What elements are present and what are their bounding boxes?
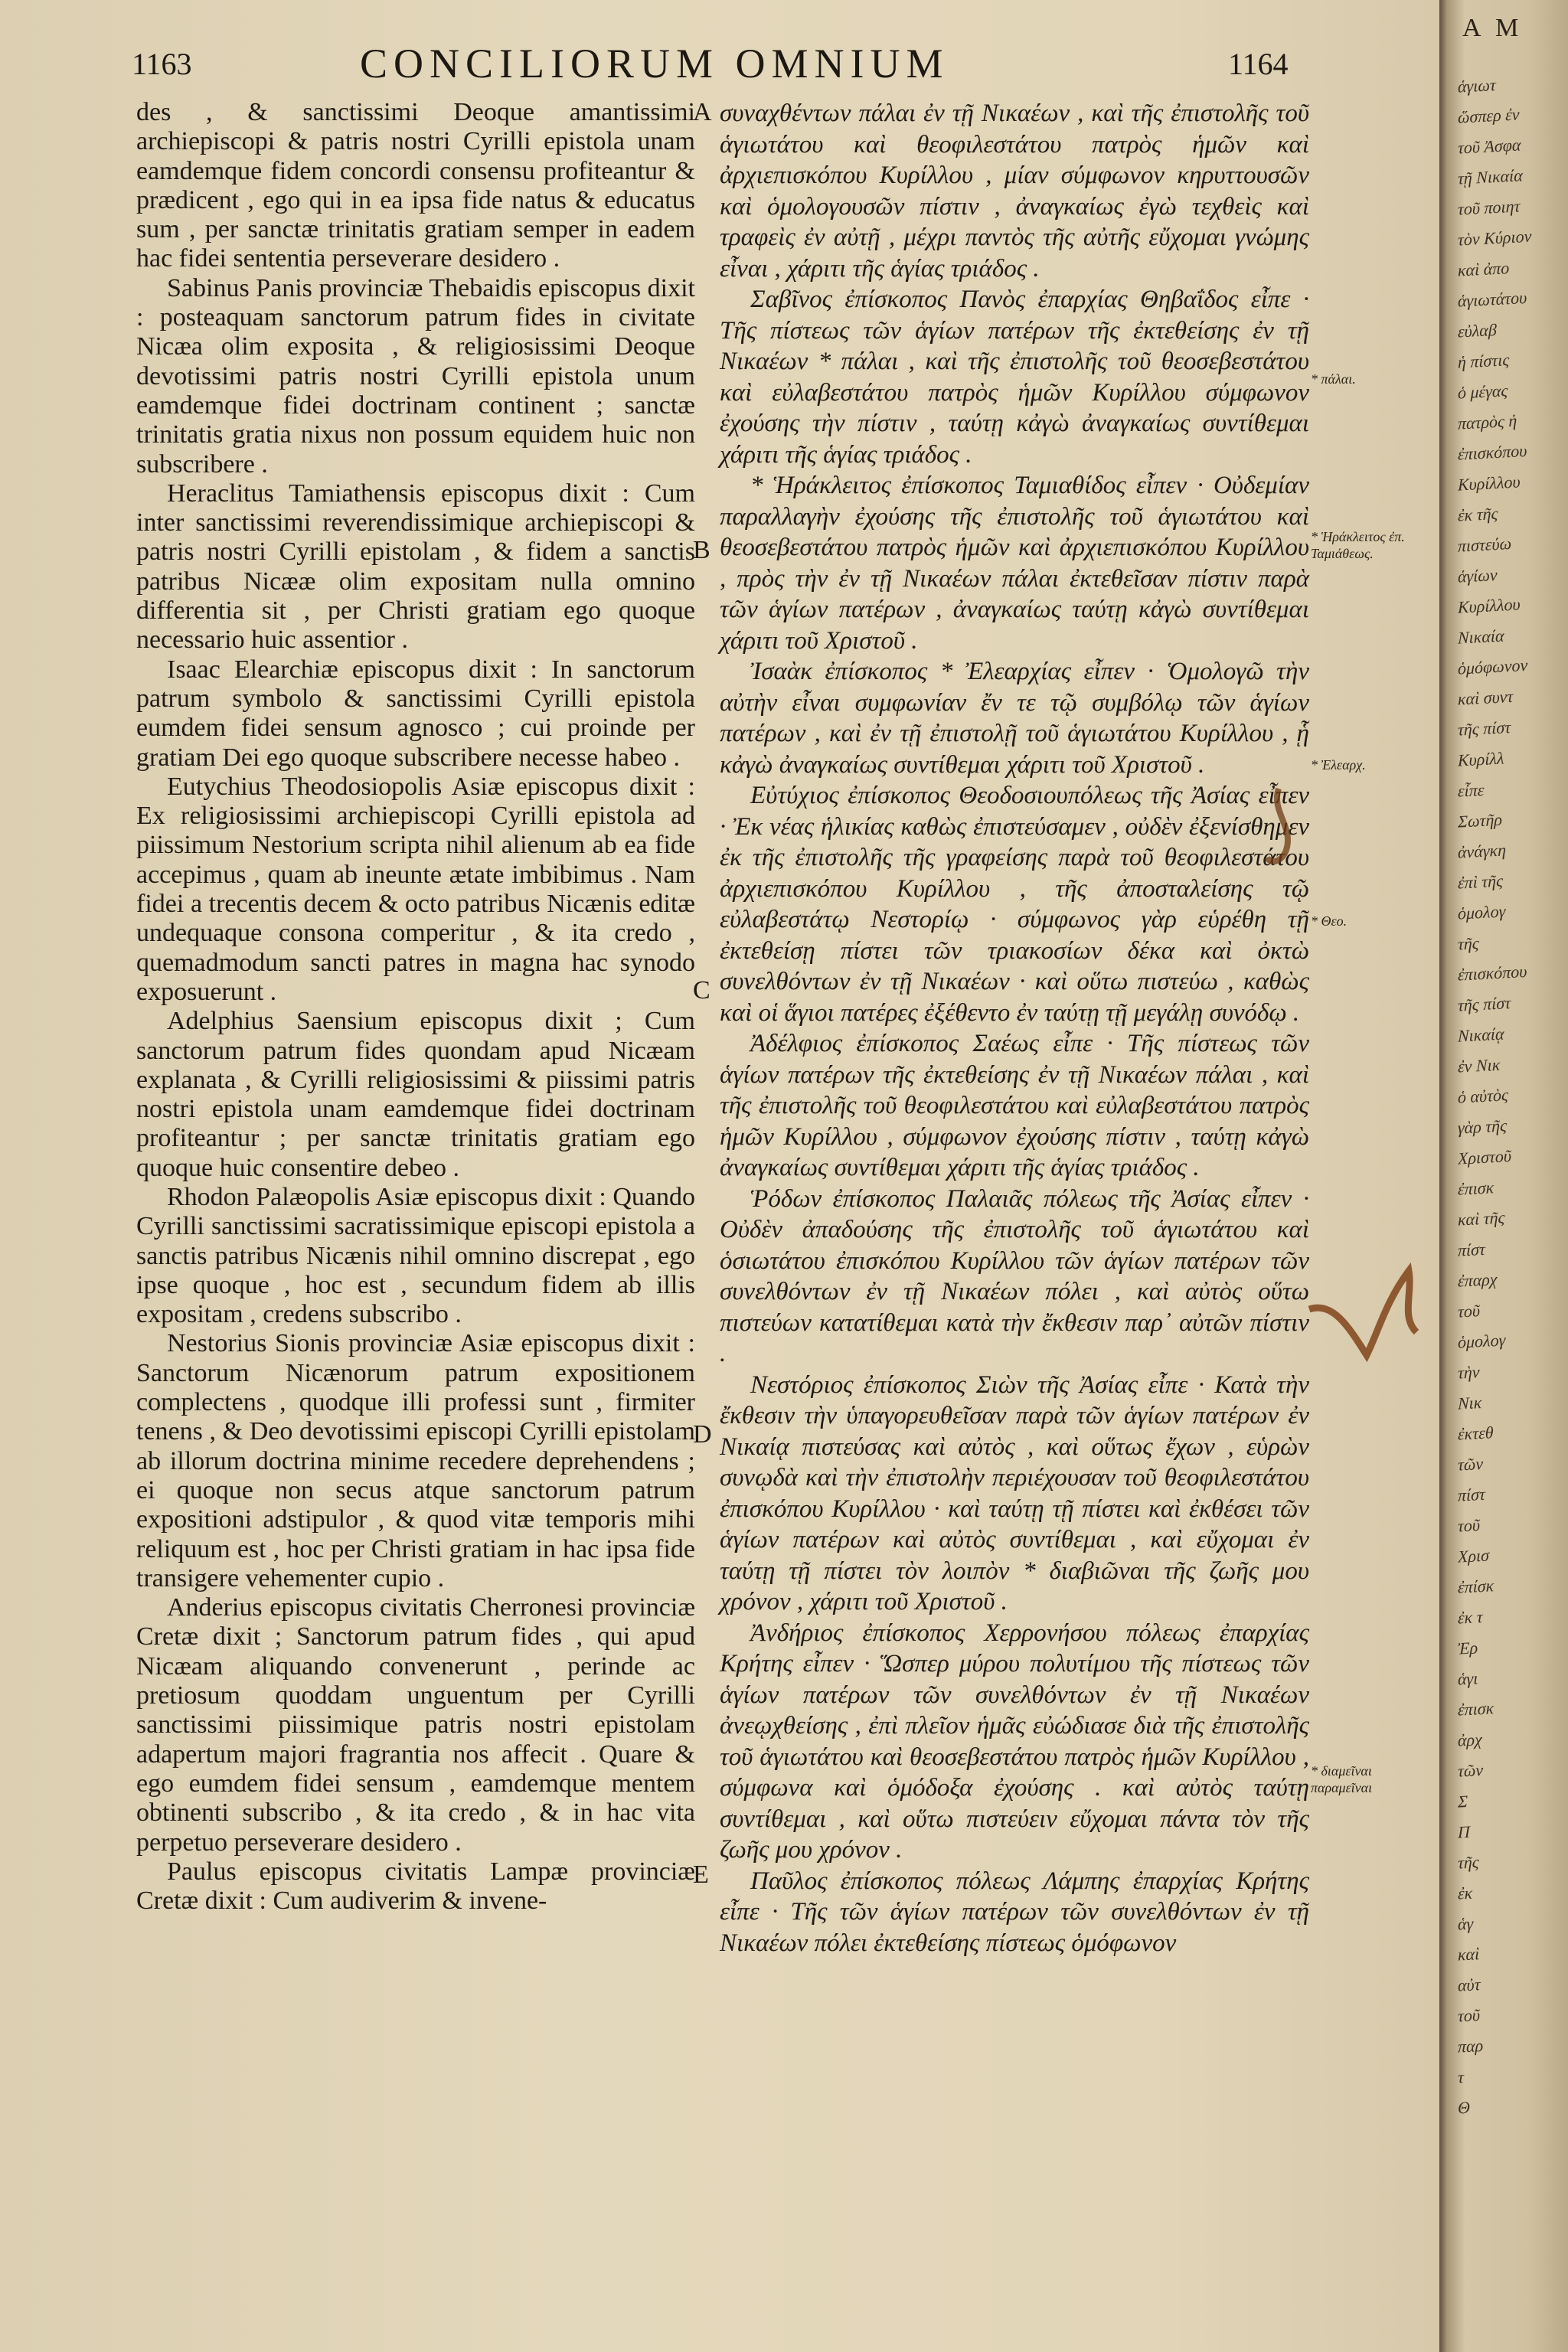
facing-page-text: ἁγιωτ ὥσπερ ἐν τοῦ Ἀσφα τῇ Νικαία τοῦ ποιητ τὸν Κύριον καὶ ἀπο ἁγιωτάτου εὐλαβ ἡ πίστις ὁ μέγας πατρὸς ἡ ἐπισκόπου Κυρίλλου ἐκ τῆς πιστεύω ἁγίων Κυρίλλου Νικαία ὁμόφωνον καὶ συντ τῆς πίστ Κυρίλλ εἶπε Σωτῆρ ἀνάγκη ἐπὶ τῆς ὁμολογ τῆς ἐπισκόπου τῆς πίστ Νικαίᾳ ἐν Νικ ὁ αὐτὸς γὰρ τῆς Χριστοῦ ἐπισκ καὶ τῆς πίστ ἐπαρχ τοῦ ὁμολογ τὴν Νικ ἐκτεθ τῶν πίστ τοῦ Χρισ ἐπίσκ ἐκ τ Ἐρ ἁγι ἐπισκ ἀρχ τῶν Σ Π τῆς ἐκ ἁγ καὶ αὐτ τοῦ παρ τ Θ [1458, 75, 1532, 2118]
greek-column [720, 98, 1309, 1958]
greek-paragraph: Ἀνδήριος ἐπίσκοπος Χερρονήσου πόλεως ἐπαρχίας Κρήτης εἶπεν · Ὥσπερ μύρου πολυτίμου τῆς πίστεως τῶν ἁγίων πατέρων τῶν συνελθόντων ἐν τῇ Νικαέων ἀνεῳχθείσης , ἐπὶ πλεῖον ἡμᾶς εὐώδιασε διὰ τῆς ἐπιστολῆς τοῦ ἁγιωτάτου καὶ θεοσεβεστάτου πατρὸς ἡμῶν Κυρίλλου , σύμφωνα καὶ ὁμόδοξα ἐχούσης . καὶ αὐτὸς ταύτῃ συντίθεμαι , καὶ οὕτω πιστεύειν εὔχομαι πάντα τὸν τῆς ζωῆς μου χρόνον . [720, 1619, 1309, 1864]
margin-letter-d: D [693, 1420, 712, 1449]
margin-note: * Ἐλεαρχ. [1311, 757, 1366, 773]
margin-letter-a: A [693, 98, 712, 126]
latin-paragraph: Rhodon Palæopolis Asiæ episcopus dixit : Quando Cyrilli sanctissimi sacratissimique episcopi epistola a sanctis patribus Nicænis nihil omnino discrepat , ego ipse quoque , hoc est , secundum fidem ab illis expositam , credens subscribo . [136, 1182, 695, 1329]
margin-note: * Ἡράκλειτος ἐπ. Ταμιάθεως. [1311, 529, 1405, 561]
greek-paragraph: Νεστόριος ἐπίσκοπος Σιὼν τῆς Ἀσίας εἶπε · Κατὰ τὴν ἔκθεσιν τὴν ὑπαγορευθεῖσαν παρὰ τῶν ἁγίων πατέρων ἐν Νικαίᾳ πιστεύσας καὶ αὐτὸς , καὶ οὕτως ἔχων , εὑρὼν συνῳδὰ καὶ τὴν ἐπιστολὴν περιέχουσαν τοῦ θεοφιλεστάτου ἐπισκόπου Κυρίλλου · καὶ ταύτῃ τῇ πίστει καὶ ἐκθέσει τῶν ἁγίων πατέρων καὶ αὐτὸς συντίθεμαι , καὶ εὔχομαι ἐν ταύτῃ τῇ πίστει τὸν λοιπὸν * διαβιῶναι τῆς ζωῆς μου χρόνον , χάριτι τοῦ Χριστοῦ . [720, 1370, 1309, 1615]
running-title: CONCILIORUM OMNIUM [360, 41, 949, 87]
greek-paragraph: Ῥόδων ἐπίσκοπος Παλαιᾶς πόλεως τῆς Ἀσίας εἶπεν · Οὐδὲν ἀπαδούσης τῆς ἐπιστολῆς τοῦ ἁγιωτάτου καὶ ὁσιωτάτου ἐπισκόπου Κυρίλλου τῶν ἁγίων πατέρων τῶν συνελθόντων ἐν τῇ Νικαέων πόλει , καὶ αὐτὸς οὕτω πιστεύων κατατίθεμαι κατὰ τὴν ἔκθεσιν παρ᾽ αὐτῶν πίστιν . [720, 1184, 1309, 1367]
greek-paragraph: Παῦλος ἐπίσκοπος πόλεως Λάμπης ἐπαρχίας Κρήτης εἶπε · Τῆς τῶν ἁγίων πατέρων τῶν συνελθόντων ἐν τῇ Νικαέων πόλει ἐκτεθείσης πίστεως ὁμόφωνον [720, 1867, 1309, 1957]
latin-paragraph: Eutychius Theodosiopolis Asiæ episcopus dixit : Ex religiosissimi archiepiscopi Cyrilli epistola ad piissimum Nestorium scripta nihil alienum ab ea fide accepimus , quam ab ineunte ætate imbibimus . Nam fidei a trecentis decem & octo patribus Nicænis editæ undequaque consona comperitur , & ita credo , quemadmodum sancti patres in magna hac synodo exposuerunt . [136, 772, 695, 1006]
latin-paragraph: Anderius episcopus civitatis Cherronesi provinciæ Cretæ dixit ; Sanctorum patrum fides , qui apud Nicæam aliquando convenerunt , perinde ac pretiosum quoddam unguentum per Cyrilli sanctissimi piissimique patris nostri epistolam adapertum majori fragrantia nos affecit . Quare & ego eumdem fidei sensum , eamdemque mentem obtinenti subscribo , & ita credo , & in hac vita perpetuo perseverare desidero . [136, 1593, 695, 1857]
latin-paragraph: Paulus episcopus civitatis Lampæ provinciæ Cretæ dixit : Cum audiverim & invene- [136, 1857, 695, 1916]
right-page-number: 1164 [1228, 47, 1289, 81]
facing-page-edge [1439, 0, 1568, 2352]
margin-letter-b: B [693, 536, 710, 564]
margin-note: * διαμεῖναι παραμεῖναι [1311, 1763, 1373, 1795]
latin-column [136, 98, 695, 1916]
margin-letter-e: E [693, 1860, 709, 1889]
left-page-number: 1163 [132, 47, 192, 81]
latin-paragraph: Sabinus Panis provinciæ Thebaidis episcopus dixit : posteaquam sanctorum patrum fides in civitate Nicæa olim exposita , & religiosissimi Deoque devotissimi patris nostri Cyrilli epistola unum eamdemque fidei doctrinam continent ; sanctæ trinitatis gratia nixus non possum equidem huic non subscribere . [136, 273, 695, 479]
margin-note: * Θεο. [1311, 913, 1348, 929]
latin-paragraph: Nestorius Sionis provinciæ Asiæ episcopus dixit : Sanctorum Nicænorum patrum expositionem complectens , quodque illi professi sunt , firmiter tenens , & Deo devotissimi episcopi Cyrilli epistolam ab illorum doctrina minime recedere deprehendens ; ei quoque non secus atque sanctorum patrum expositioni adstipulor , & quod vitæ temporis mihi reliquum est , hoc per Christi gratiam in hac ipsa fide transigere vehementer cupio . [136, 1329, 695, 1592]
facing-page-heading: A M [1462, 14, 1524, 42]
margin-note: * πάλαι. [1311, 371, 1356, 387]
greek-paragraph: συναχθέντων πάλαι ἐν τῇ Νικαέων , καὶ τῆς ἐπιστολῆς τοῦ ἁγιωτάτου καὶ θεοφιλεστάτου πατρὸς ἡμῶν καὶ ἀρχιεπισκόπου Κυρίλλου , μίαν σύμφωνον κηρυττουσῶν καὶ ὁμολογουσῶν πίστιν , ἀναγκαίως ἐγὼ τεχθεὶς καὶ τραφεὶς ἐν αὐτῇ , μέχρι παντὸς τῆς αὐτῆς εὔχομαι γνώμης εἶναι , χάριτι τῆς ἁγίας τριάδος . [720, 100, 1309, 283]
greek-paragraph: Ἰσαὰκ ἐπίσκοπος * Ἐλεαρχίας εἶπεν · Ὁμολογῶ τὴν αὐτὴν εἶναι συμφωνίαν ἔν τε τῷ συμβόλῳ τῶν ἁγίων πατέρων , καὶ ἐν τῇ ἐπιστολῇ τοῦ ἁγιωτάτου Κυρίλλου , ᾗ κἀγὼ ἀναγκαίως συντίθεμαι χάριτι τοῦ Χριστοῦ . [720, 658, 1309, 779]
greek-paragraph: Ἀδέλφιος ἐπίσκοπος Σαέως εἶπε · Τῆς πίστεως τῶν ἁγίων πατέρων τῆς ἐκτεθείσης ἐν τῇ Νικαέων πάλαι , καὶ τῆς ἐπιστολῆς τοῦ θεοφιλεστάτου καὶ εὐλαβεστάτου πατρὸς ἡμῶν Κυρίλλου , σύμφωνον ἐχούσης πίστιν , ταύτῃ κἀγὼ ἀναγκαίως συντίθεμαι χάριτι τῆς ἁγίας τριάδος . [720, 1030, 1309, 1181]
greek-paragraph: * Ἡράκλειτος ἐπίσκοπος Ταμιαθίδος εἶπεν · Οὐδεμίαν παραλλαγὴν ἐχούσης τῆς ἐπιστολῆς τοῦ ἁγιωτάτου καὶ θεοσεβεστάτου πατρὸς ἡμῶν καὶ ἀρχιεπισκόπου Κυρίλλου , πρὸς τὴν ἐν τῇ Νικαέων πάλαι ἐκτεθεῖσαν πίστιν παρὰ τῶν ἁγίων πατέρων , ἀναγκαίως ταύτῃ κἀγὼ συντίθεμαι χάριτι τοῦ Χριστοῦ . [720, 472, 1309, 655]
ink-stain [1225, 781, 1317, 873]
latin-paragraph: des , & sanctissimi Deoque amantissimi archiepiscopi & patris nostri Cyrilli epistola unam eamdemque fidem concordi consensu profiteantur & prædicent , ego qui in ea ipsa fide natus & educatus sum , per sanctæ trinitatis gratiam semper in eadem hac fidei sententia perseverare desidero . [136, 98, 695, 273]
greek-paragraph: Σαβῖνος ἐπίσκοπος Πανὸς ἐπαρχίας Θηβαΐδος εἶπε · Τῆς πίστεως τῶν ἁγίων πατέρων τῆς ἐκτεθείσης ἐν τῇ Νικαέων * πάλαι , καὶ τῆς ἐπιστολῆς τοῦ θεοσεβεστάτου καὶ εὐλαβεστάτου πατρὸς ἡμῶν Κυρίλλου σύμφωνον ἐχούσης τὴν πίστιν , ταύτῃ κἀγὼ ἀναγκαίως συντίθεμαι χάριτι τῆς ἁγίας τριάδος . [720, 286, 1309, 469]
margin-letter-c: C [693, 976, 710, 1004]
latin-paragraph: Adelphius Saensium episcopus dixit ; Cum sanctorum patrum fides quondam apud Nicæam explanata , & Cyrilli religiosissimi & piissimi patris nostri epistola unam eamdemque fidei doctrinam profiteantur ; per sanctæ trinitatis gratiam ego quoque huic consentire debeo . [136, 1007, 695, 1182]
latin-paragraph: Isaac Elearchiæ episcopus dixit : In sanctorum patrum symbolo & sanctissimi Cyrilli epistola eumdem fidei sensum agnosco ; cui proinde per gratiam Dei ego quoque subscribere necesse habeo . [136, 655, 695, 772]
ink-stain [1294, 1240, 1432, 1378]
greek-paragraph: Εὐτύχιος ἐπίσκοπος Θεοδοσιουπόλεως τῆς Ἀσίας εἶπεν · Ἐκ νέας ἡλικίας καθὼς ἐπιστεύσαμεν , οὐδὲν ἐξενίσθημεν ἐκ τῆς ἐπιστολῆς τῆς γραφείσης παρὰ τοῦ θεοφιλεστάτου ἀρχιεπισκόπου Κυρίλλου , τῆς ἀποσταλείσης τῷ εὐλαβεστάτῳ Νεστορίῳ · σύμφωνος γὰρ εὑρέθη τῇ ἐκτεθείσῃ πίστει τῶν τριακοσίων δέκα καὶ ὀκτὼ συνελθόντων ἐν τῇ Νικαέων · καὶ οὕτω πιστεύω , καθὼς καὶ οἱ ἅγιοι πατέρες ἐξέθεντο ἐν ταύτῃ τῇ μεγάλῃ συνόδῳ . [720, 782, 1309, 1027]
page-header [0, 40, 1439, 93]
latin-paragraph: Heraclitus Tamiathensis episcopus dixit : Cum inter sanctissimi reverendissimique archiepiscopi & patris nostri Cyrilli epistolam , & fidem a sanctis patribus Nicææ olim expositam nulla omnino differentia sit , per Christi gratiam ego quoque necessario huic assentior . [136, 479, 695, 655]
